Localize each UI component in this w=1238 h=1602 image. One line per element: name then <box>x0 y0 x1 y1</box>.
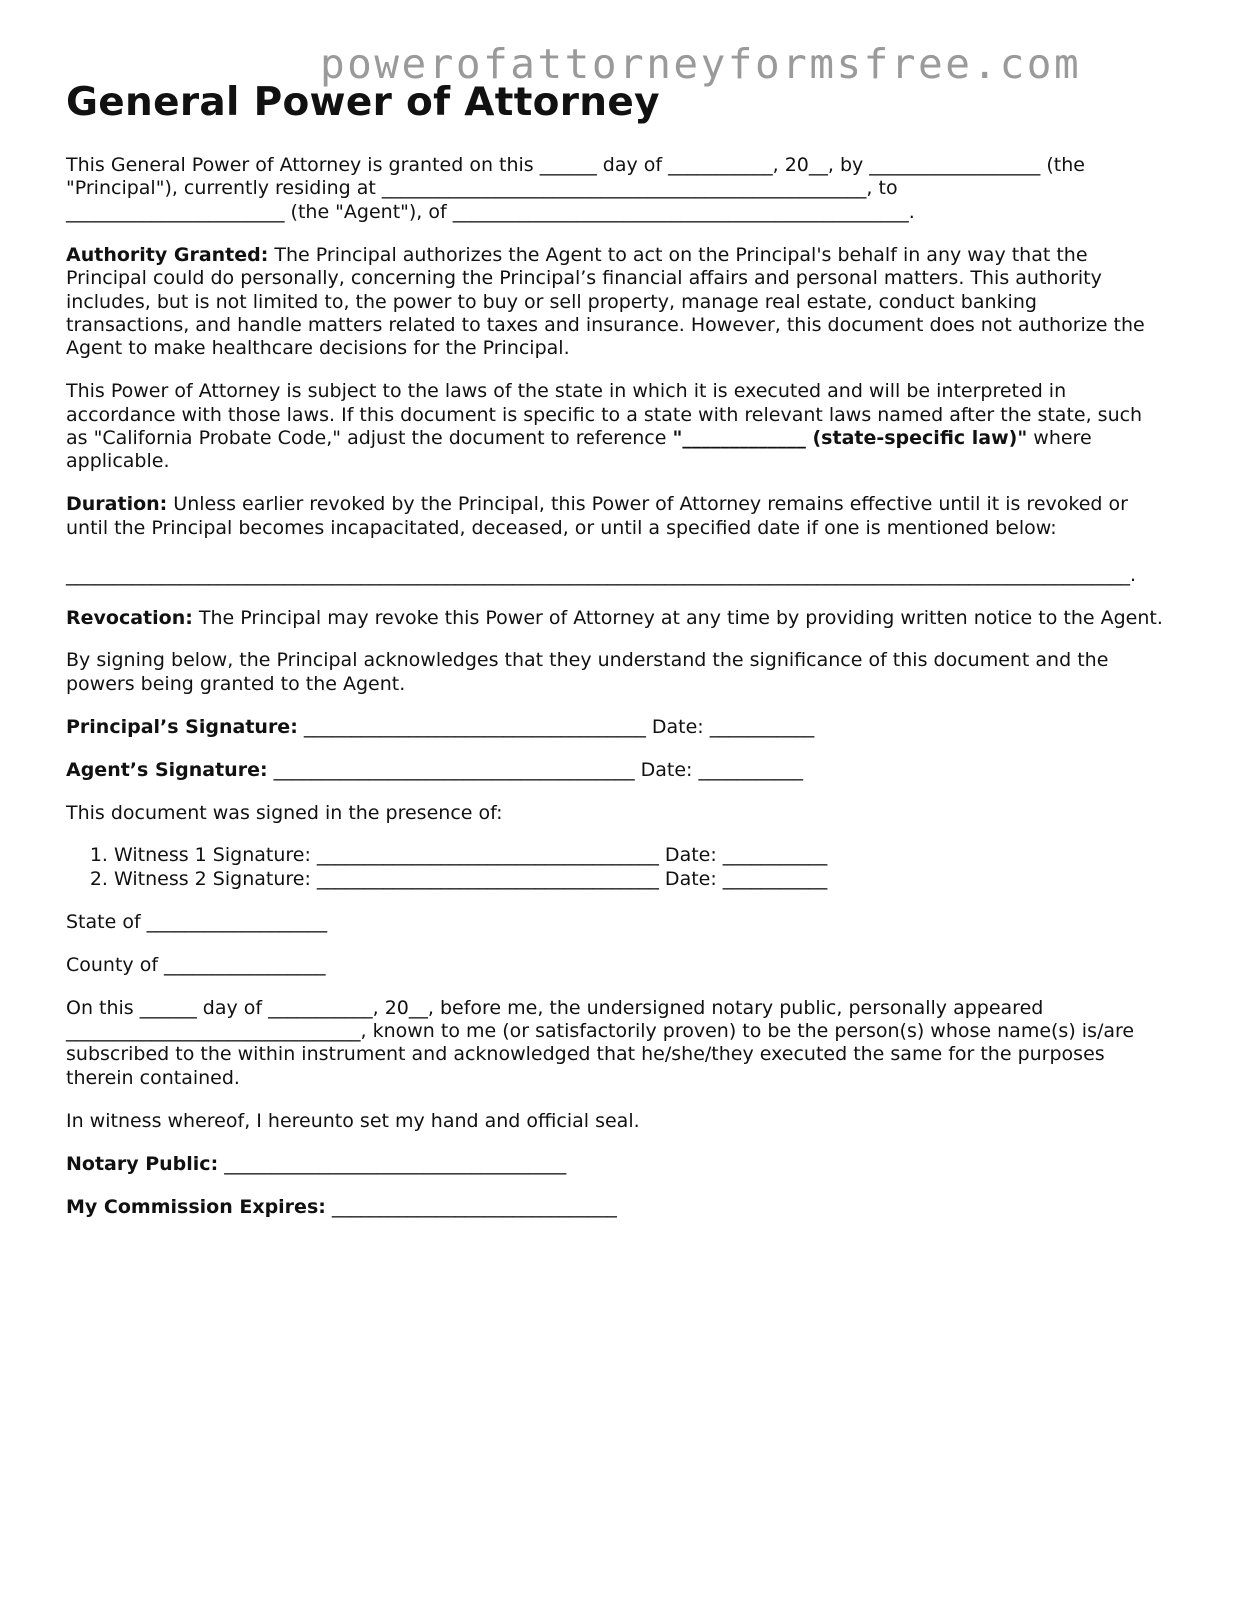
intro-line-1: This General Power of Attorney is granted on this ______ day of ___________, 20__, by __________________ (the <box>66 154 1085 176</box>
duration-paragraph <box>66 493 1166 587</box>
witness-1-line: 1. Witness 1 Signature: ____________________________________ Date: ___________ <box>114 844 1166 867</box>
intro-line-3: _______________________ (the "Agent"), of ________________________________________________. <box>66 200 915 223</box>
law-bold-reference: "_____________ (state-specific law)" <box>672 427 1028 450</box>
authority-text: The Principal authorizes the Agent to act on the Principal's behalf in any way that the Principal could do personally, concerning the Principal’s financial affairs and personal matters. This authority includes, but is not limited to, the power to buy or sell property, manage real estate, conduct banking transactions, and handle matters related to taxes and insurance. However, this document does not authorize the Agent to make healthcare decisions for the Principal. <box>66 243 1145 360</box>
principal-signature-blank: ____________________________________ Date: ___________ <box>297 715 815 738</box>
state-of-line: State of ___________________ <box>66 910 328 933</box>
agent-signature-line <box>66 759 1166 782</box>
revocation-heading: Revocation: <box>66 606 193 629</box>
witness-list <box>66 844 1166 891</box>
duration-text: Unless earlier revoked by the Principal, this Power of Attorney remains effective until it is revoked or until the Principal becomes incapacitated, deceased, or until a specified date if one is mentioned below: <box>66 493 1128 539</box>
intro-paragraph <box>66 154 1166 224</box>
notary-text-rest: _______________________________, known to me (or satisfactorily proven) to be the person(s) whose name(s) is/are subscribed to the within instrument and acknowledged that he/she/they executed the same for the purposes therein contained. <box>66 1019 1135 1089</box>
watermark-text: powerofattorneyformsfree.com <box>320 40 1082 88</box>
duration-date-line: ________________________________________________________________________________________________________________. <box>66 563 1137 586</box>
witness-2-line: 2. Witness 2 Signature: ____________________________________ Date: ___________ <box>114 868 1166 891</box>
witness-whereof-text: In witness whereof, I hereunto set my hand and official seal. <box>66 1109 640 1132</box>
notary-line-1: On this ______ day of ___________, 20__, before me, the undersigned notary public, personally appeared <box>66 996 1044 1019</box>
agent-signature-blank: ______________________________________ Date: ___________ <box>267 758 803 781</box>
acknowledge-paragraph: By signing below, the Principal acknowledges that they understand the significance of this document and the powers being granted to the Agent. <box>66 649 1109 695</box>
county-of-line: County of _________________ <box>66 953 326 976</box>
principal-signature-label: Principal’s Signature: <box>66 715 298 738</box>
revocation-paragraph <box>66 607 1166 630</box>
notary-public-line <box>66 1153 1166 1176</box>
intro-line-2: "Principal"), currently residing at ___________________________________________________, to <box>66 177 898 200</box>
commission-expires-label: My Commission Expires: <box>66 1195 326 1218</box>
law-text-before: This Power of Attorney is subject to the laws of the state in which it is executed and will be interpreted in accordance with those laws. If this document is specific to a state with relevant laws named after the state, such as "California Probate Code," adjust the document to reference <box>66 380 1143 450</box>
notary-paragraph <box>66 997 1166 1091</box>
commission-expires-blank: ______________________________ <box>325 1195 617 1218</box>
authority-heading: Authority Granted: <box>66 243 269 266</box>
document-title: General Power of Attorney <box>66 80 660 125</box>
law-text-after: where applicable. <box>66 427 1092 473</box>
document-body <box>66 154 1166 1238</box>
authority-paragraph <box>66 244 1166 361</box>
notary-public-blank: ____________________________________ <box>218 1152 567 1175</box>
commission-expires-line <box>66 1196 1166 1219</box>
notary-public-label: Notary Public: <box>66 1152 219 1175</box>
principal-signature-line <box>66 716 1166 739</box>
duration-heading: Duration: <box>66 493 168 516</box>
revocation-text: The Principal may revoke this Power of Attorney at any time by providing written notice to the Agent. <box>192 606 1163 629</box>
agent-signature-label: Agent’s Signature: <box>66 758 268 781</box>
presence-text: This document was signed in the presence of: <box>66 801 503 824</box>
law-paragraph <box>66 380 1166 474</box>
